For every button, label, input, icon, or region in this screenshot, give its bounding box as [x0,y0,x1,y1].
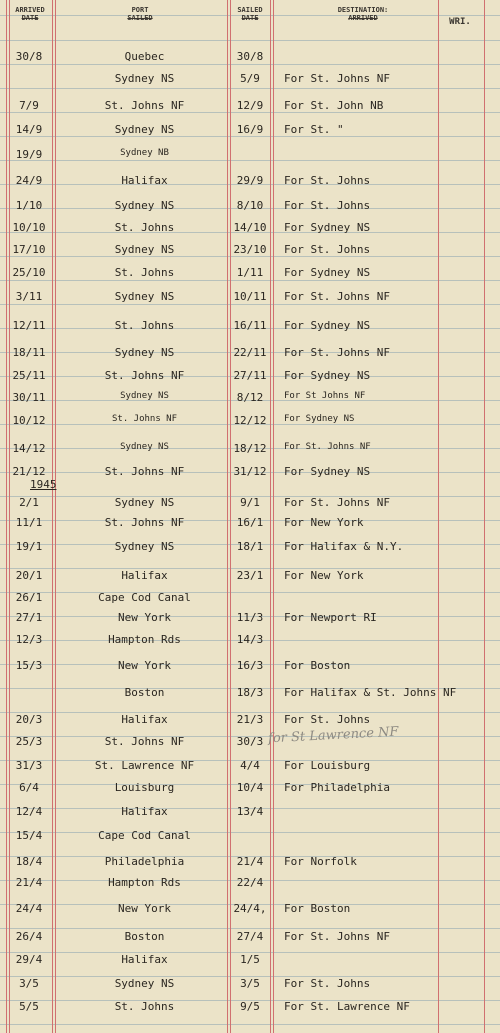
header-port-sub: SAILED [127,14,153,22]
ledger-row [0,463,500,483]
port-name: St. Johns NF [104,465,185,478]
destination: For Sydney NS [284,266,371,279]
ledger-row [0,657,500,677]
arrived-date: 15/3 [15,659,43,672]
ledger-row [0,928,500,948]
ledger-row [0,494,500,514]
header-sailed-label: SAILED [237,6,263,14]
ledger-row [0,97,500,117]
ledger-row [0,121,500,141]
port-name: Sydney NS [120,391,169,401]
arrived-date: 20/3 [15,713,43,726]
sailed-date: 30/8 [236,50,264,63]
destination: For Boston [284,902,351,915]
ledger-row [0,412,500,432]
port-name: Sydney NS [114,346,175,359]
port-name: Halifax [121,174,168,187]
arrived-date: 31/3 [15,759,43,772]
port-name: Hampton Rds [108,876,181,889]
sailed-date: 18/3 [236,686,264,699]
destination: For Louisburg [284,759,371,772]
sailed-date: 10/4 [236,781,264,794]
ledger-row [0,241,500,261]
arrived-date: 18/11 [12,346,46,359]
sailed-date: 18/12 [233,442,267,455]
ledger-row [0,711,500,731]
destination: For Sydney NS [284,319,371,332]
destination: For St. Johns NF [284,496,390,509]
ledger-row [0,440,500,460]
ledger-row [0,684,500,704]
port-name: Sydney NS [114,290,175,303]
port-name: Halifax [121,569,168,582]
arrived-date: 1/10 [15,199,43,212]
destination: For St. Johns [284,174,371,187]
arrived-date: 12/11 [12,319,46,332]
year-label: 1945 [30,478,57,491]
arrived-date: 7/9 [19,99,39,112]
arrived-date: 25/10 [12,266,46,279]
sailed-date: 16/1 [236,516,264,529]
destination: For New York [284,569,364,582]
arrived-date: 25/11 [12,369,46,382]
header-port-label: PORT [131,6,149,14]
sailed-date: 4/4 [240,759,260,772]
sailed-date: 12/12 [233,414,267,427]
header-sailed [230,6,270,22]
port-name: New York [118,659,171,672]
arrived-date: 19/1 [15,540,43,553]
sailed-date: 14/10 [233,221,267,234]
destination: For St. Johns [284,713,371,726]
sailed-date: 9/1 [240,496,260,509]
header-destination-label: DESTINATION: [337,6,389,14]
header-destination [318,6,408,22]
destination: For Sydney NS [284,221,371,234]
ledger-row [0,900,500,920]
arrived-date: 26/4 [15,930,43,943]
port-name: Sydney NS [120,442,169,452]
port-name: St. Johns NF [104,369,185,382]
port-name: St. Johns NF [104,735,185,748]
arrived-date: 5/5 [19,1000,39,1013]
port-name: Sydney NS [114,199,175,212]
ledger-row [0,998,500,1018]
destination: For St. Johns [284,977,371,990]
ledger-row [0,514,500,534]
destination: For St. Johns [284,243,371,256]
destination: For St. Johns [284,199,371,212]
destination: For St. John NB [284,99,384,112]
destination: For Boston [284,659,351,672]
arrived-date: 15/4 [15,829,43,842]
sailed-date: 8/12 [236,391,264,404]
sailed-date: 21/3 [236,713,264,726]
arrived-date: 3/5 [19,977,39,990]
ledger-row [0,874,500,894]
ledger-row [0,827,500,847]
destination: For St. Johns NF [284,72,390,85]
arrived-date: 12/4 [15,805,43,818]
ledger-row [0,146,500,166]
port-name: Boston [124,930,165,943]
ledger-row [0,803,500,823]
sailed-date: 30/3 [236,735,264,748]
ledger-row [0,631,500,651]
port-name: Sydney NB [120,148,169,158]
port-name: St. Johns [114,319,175,332]
sailed-date: 23/10 [233,243,267,256]
destination: For Philadelphia [284,781,390,794]
sailed-date: 1/11 [236,266,264,279]
ledger-row [0,609,500,629]
ledger-row [0,367,500,387]
arrived-date: 25/3 [15,735,43,748]
sailed-date: 22/4 [236,876,264,889]
sailed-date: 16/3 [236,659,264,672]
arrived-date: 3/11 [15,290,43,303]
ledger-row [0,264,500,284]
sailed-date: 12/9 [236,99,264,112]
sailed-date: 8/10 [236,199,264,212]
ledger-row [0,317,500,337]
port-name: St. Johns [114,1000,175,1013]
sailed-date: 24/4, [233,902,267,915]
port-name: Sydney NS [114,123,175,136]
port-name: Halifax [121,713,168,726]
arrived-date: 30/8 [15,50,43,63]
ledger-row [0,951,500,971]
arrived-date: 26/1 [15,591,43,604]
destination: For New York [284,516,364,529]
port-name: St. Lawrence NF [94,759,195,772]
arrived-date: 14/12 [12,442,46,455]
port-name: New York [118,611,171,624]
port-name: Boston [124,686,165,699]
ledger-row [0,389,500,409]
ledger-row [0,344,500,364]
ledger-row [0,538,500,558]
header-wri-label: WRI. [449,17,471,27]
ledger-row [0,589,500,609]
pencil-note: for St Lawrence NF [267,724,399,747]
ledger-row [0,197,500,217]
sailed-date: 9/5 [240,1000,260,1013]
port-name: Sydney NS [114,540,175,553]
arrived-date: 2/1 [19,496,39,509]
destination: For Sydney NS [284,414,355,424]
port-name: Halifax [121,805,168,818]
sailed-date: 13/4 [236,805,264,818]
port-name: St. Johns [114,221,175,234]
port-name: Philadelphia [104,855,185,868]
sailed-date: 21/4 [236,855,264,868]
destination: For St. Johns NF [284,930,390,943]
destination: For Newport RI [284,611,377,624]
ledger-row [0,70,500,90]
arrived-date: 24/9 [15,174,43,187]
header-wri [440,18,480,26]
destination: For Sydney NS [284,465,371,478]
ledger-row [0,219,500,239]
sailed-date: 5/9 [240,72,260,85]
header-arrived [8,6,52,22]
port-name: St. Johns NF [104,516,185,529]
sailed-date: 10/11 [233,290,267,303]
destination: For Norfolk [284,855,357,868]
arrived-date: 27/1 [15,611,43,624]
ledger-row [0,853,500,873]
header-arrived-date: DATE [21,14,39,22]
arrived-date: 12/3 [15,633,43,646]
ledger-row [0,567,500,587]
arrived-date: 21/12 [12,465,46,478]
arrived-date: 17/10 [12,243,46,256]
arrived-date: 20/1 [15,569,43,582]
destination: For St. Lawrence NF [284,1000,410,1013]
ledger-row [0,48,500,68]
destination: For Halifax & N.Y. [284,540,404,553]
arrived-date: 19/9 [15,148,43,161]
arrived-date: 30/11 [12,391,46,404]
header-port [100,6,180,22]
port-name: Louisburg [114,781,175,794]
destination: For St. Johns NF [284,346,390,359]
ledger-row [0,757,500,777]
sailed-date: 14/3 [236,633,264,646]
sailed-date: 23/1 [236,569,264,582]
destination: For St. Johns NF [284,290,390,303]
ledger-row [0,975,500,995]
ledger-row [0,733,500,753]
ledger-row [0,288,500,308]
port-name: St. Johns NF [111,414,178,424]
arrived-date: 6/4 [19,781,39,794]
arrived-date: 11/1 [15,516,43,529]
sailed-date: 16/11 [233,319,267,332]
port-name: Hampton Rds [108,633,181,646]
sailed-date: 3/5 [240,977,260,990]
destination: For St. " [284,123,344,136]
port-name: St. Johns NF [104,99,185,112]
arrived-date: 18/4 [15,855,43,868]
arrived-date: 14/9 [15,123,43,136]
sailed-date: 1/5 [240,953,260,966]
port-name: St. Johns [114,266,175,279]
header-sailed-date: DATE [241,14,259,22]
sailed-date: 29/9 [236,174,264,187]
destination: For Sydney NS [284,369,371,382]
sailed-date: 27/11 [233,369,267,382]
port-name: Cape Cod Canal [98,829,191,842]
sailed-date: 22/11 [233,346,267,359]
sailed-date: 31/12 [233,465,267,478]
ledger-row [0,172,500,192]
port-name: New York [118,902,171,915]
sailed-date: 11/3 [236,611,264,624]
port-name: Sydney NS [114,243,175,256]
arrived-date: 24/4 [15,902,43,915]
arrived-date: 29/4 [15,953,43,966]
arrived-date: 10/10 [12,221,46,234]
port-name: Sydney NS [114,977,175,990]
header-arrived-label: ARRIVED [15,6,45,14]
port-name: Sydney NS [114,72,175,85]
sailed-date: 16/9 [236,123,264,136]
header-destination-sub: ARRIVED [348,14,378,22]
destination: For St. Johns NF [284,442,371,452]
port-name: Sydney NS [114,496,175,509]
destination: For St Johns NF [284,391,366,401]
port-name: Halifax [121,953,168,966]
sailed-date: 27/4 [236,930,264,943]
ledger-row [0,779,500,799]
port-name: Cape Cod Canal [98,591,191,604]
sailed-date: 18/1 [236,540,264,553]
arrived-date: 10/12 [12,414,46,427]
port-name: Quebec [124,50,165,63]
destination: For Halifax & St. Johns NF [284,686,457,699]
arrived-date: 21/4 [15,876,43,889]
